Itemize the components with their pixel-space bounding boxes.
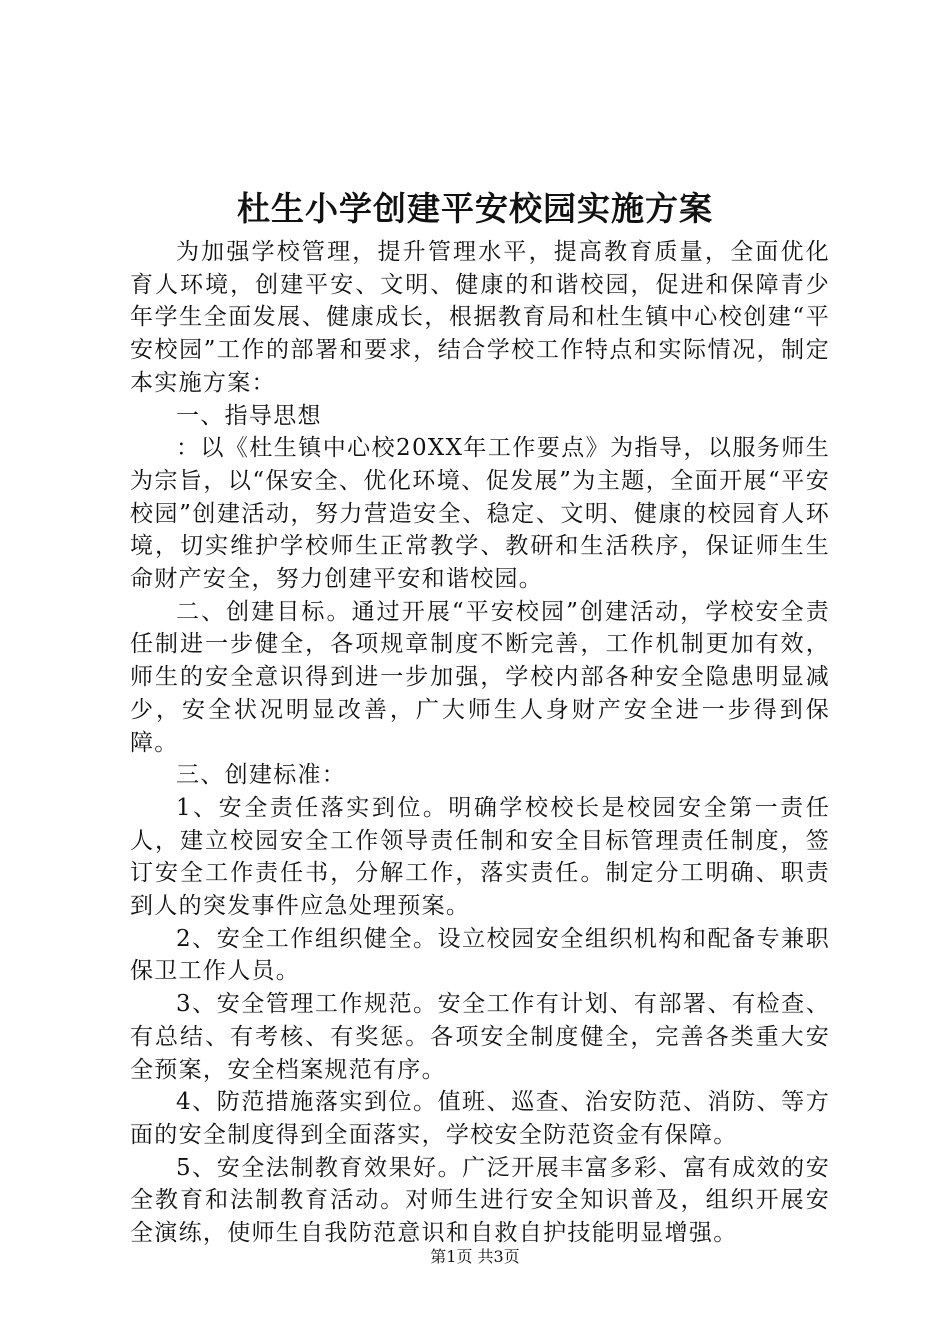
- standard-item-4: 4、防范措施落实到位。值班、巡查、治安防范、消防、等方面的安全制度得到全面落实，学校安全防范资金有保障。: [130, 1089, 830, 1148]
- page-number-footer: 第1页 共3页: [430, 1247, 520, 1266]
- paragraph-goals: 二、创建目标。通过开展“平安校园”创建活动，学校安全责任制进一步健全，各项规章制度不断完善，工作机制更加有效，师生的安全意识得到进一步加强，学校内部各种安全隐患明显减少，安全状况明显改善，广大师生人身财产安全进一步得到保障。: [130, 598, 830, 756]
- standard-item-5: 5、安全法制教育效果好。广泛开展丰富多彩、富有成效的安全教育和法制教育活动。对师生进行安全知识普及，组织开展安全演练，使师生自我防范意识和自救自护技能明显增强。: [130, 1154, 830, 1247]
- document-title: 杜生小学创建平安校园实施方案: [237, 189, 713, 228]
- paragraph-guiding-ideology: ：以《杜生镇中心校20XX年工作要点》为指导，以服务师生为宗旨，以“保安全、优化环境、促发展”为主题，全面开展“平安校园”创建活动，努力营造安全、稳定、文明、健康的校园育人环境，切实维护学校师生正常教学、教研和生活秩序，保证师生生命财产安全，努力创建平安和谐校园。: [130, 435, 830, 593]
- heading-guiding-ideology: 一、指导思想: [176, 402, 322, 429]
- standard-item-2: 2、安全工作组织健全。设立校园安全组织机构和配备专兼职保卫工作人员。: [130, 925, 830, 985]
- document-body: [130, 236, 830, 1250]
- standard-item-1: 1、安全责任落实到位。明确学校校长是校园安全第一责任人，建立校园安全工作领导责任制和安全目标管理责任制度，签订安全工作责任书，分解工作，落实责任。制定分工明确、职责到人的突发事件应急处理预案。: [130, 794, 830, 920]
- heading-standards: 三、创建标准：: [176, 762, 347, 789]
- standard-item-3: 3、安全管理工作规范。安全工作有计划、有部署、有检查、有总结、有考核、有奖惩。各项安全制度健全，完善各类重大安全预案，安全档案规范有序。: [130, 991, 830, 1083]
- paragraph-intro: 为加强学校管理，提升管理水平，提高教育质量，全面优化育人环境，创建平安、文明、健康的和谐校园，促进和保障青少年学生全面发展、健康成长，根据教育局和杜生镇中心校创建“平安校园”工作的部署和要求，结合学校工作特点和实际情况，制定本实施方案：: [130, 239, 830, 396]
